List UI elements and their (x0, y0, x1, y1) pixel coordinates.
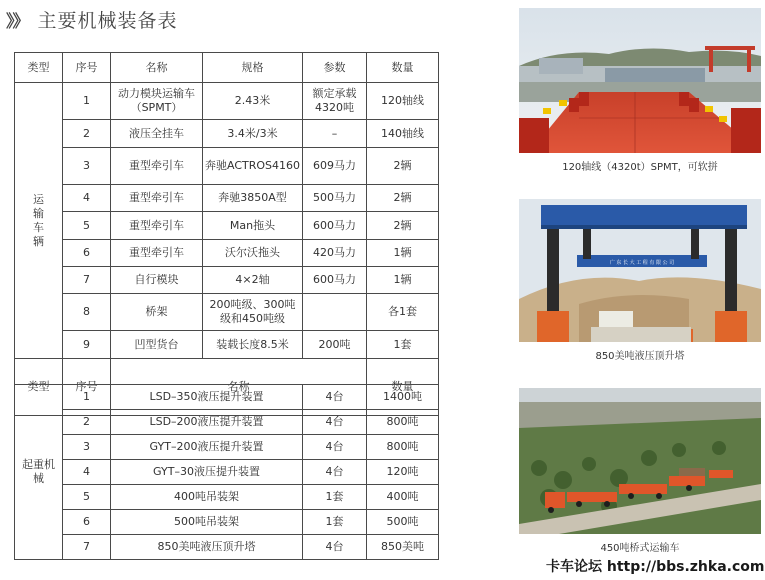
spmt-photo-image (519, 8, 761, 153)
page-title-text: 主要机械装备表 (37, 9, 178, 32)
photo-spmt (519, 8, 761, 173)
cell-name: 自行模块 (111, 267, 203, 294)
photo-caption: 120轴线（4320t）SPMT，可软拼 (562, 162, 718, 173)
photo-caption: 450吨桥式运输车 (600, 543, 680, 554)
cell-qty: 1辆 (367, 240, 439, 267)
cell-spec: 奔驰ACTROS4160 (203, 148, 303, 185)
cell-qty: 4台 (303, 535, 367, 560)
table-row (15, 331, 439, 359)
cell-spec: 2.43米 (203, 83, 303, 120)
table-row (15, 435, 439, 460)
cell-spec: 装载长度8.5米 (203, 331, 303, 359)
cell-name: 液压全挂车 (111, 120, 203, 148)
bridge-transporter-illustration (519, 388, 761, 534)
cell-name: GYT–200液压提升装置 (111, 435, 303, 460)
cell-total: 850美吨 (367, 535, 439, 560)
cell-qty: 2辆 (367, 148, 439, 185)
header-no: 序号 (63, 359, 111, 416)
cell-qty: 2辆 (367, 185, 439, 212)
forum-watermark: 卡车论坛 http://bbs.zhka.com (546, 559, 765, 575)
jacking-tower-photo-image (519, 199, 761, 342)
cell-no: 3 (63, 148, 111, 185)
cell-param: 600马力 (303, 267, 367, 294)
photo-caption: 850美吨液压顶升塔 (595, 351, 685, 362)
cell-param: 609马力 (303, 148, 367, 185)
cell-name: 400吨吊装架 (111, 485, 303, 510)
cell-no: 7 (63, 535, 111, 560)
cell-spec: 沃尔沃拖头 (203, 240, 303, 267)
table-row (15, 460, 439, 485)
cell-qty: 各1套 (367, 294, 439, 331)
jacking-tower-illustration (519, 199, 761, 342)
cell-no: 6 (63, 240, 111, 267)
cell-spec: Man拖头 (203, 212, 303, 240)
cell-param: 420马力 (303, 240, 367, 267)
cell-name: 重型牵引车 (111, 212, 203, 240)
cell-name: 动力模块运输车（SPMT） (111, 83, 203, 120)
cell-spec: 3.4米/3米 (203, 120, 303, 148)
cell-param: 600马力 (303, 212, 367, 240)
header-param: 参数 (303, 53, 367, 83)
cell-name: 500吨吊装架 (111, 510, 303, 535)
cell-qty: 1套 (303, 485, 367, 510)
svg-text:广 东 长 大 工 程 有 限 公 司: 广 东 长 大 工 程 有 限 公 司 (609, 260, 675, 266)
page-title (6, 6, 178, 32)
table-row (15, 410, 439, 435)
transport-category: 运 输 车 辆 (15, 83, 63, 359)
table-row (15, 185, 439, 212)
cell-no: 1 (63, 83, 111, 120)
lifting-table (14, 384, 439, 560)
equipment-table (14, 52, 439, 416)
transport-header-row (15, 53, 439, 83)
cell-total: 1400吨 (367, 385, 439, 410)
photo-jacking-tower (519, 199, 761, 362)
header-name: 名称 (111, 53, 203, 83)
table-row (15, 120, 439, 148)
cell-qty: 1套 (303, 510, 367, 535)
cell-name: 重型牵引车 (111, 148, 203, 185)
cell-name: 850美吨液压顶升塔 (111, 535, 303, 560)
cell-no: 5 (63, 212, 111, 240)
table-row (15, 267, 439, 294)
cell-param: 额定承载4320吨 (303, 83, 367, 120)
table-row (15, 294, 439, 331)
cell-param (303, 294, 367, 331)
cell-qty: 2辆 (367, 212, 439, 240)
cell-qty: 1套 (367, 331, 439, 359)
cell-qty: 4台 (303, 435, 367, 460)
spmt-illustration (519, 8, 761, 153)
cell-total: 500吨 (367, 510, 439, 535)
cell-qty: 4台 (303, 460, 367, 485)
cell-spec: 200吨级、300吨级和450吨级 (203, 294, 303, 331)
cell-spec: 奔驰3850A型 (203, 185, 303, 212)
cell-no: 8 (63, 294, 111, 331)
photo-bridge-transporter (519, 388, 761, 554)
cell-qty: 1辆 (367, 267, 439, 294)
cell-name: 凹型货台 (111, 331, 203, 359)
header-type: 类型 (15, 53, 63, 83)
cell-name: 桥架 (111, 294, 203, 331)
cell-no: 2 (63, 410, 111, 435)
cell-no: 4 (63, 460, 111, 485)
cell-param: 200吨 (303, 331, 367, 359)
cell-qty: 4台 (303, 410, 367, 435)
double-chevron-icon: 》》 (6, 11, 28, 32)
header-spec: 规格 (203, 53, 303, 83)
table-row (15, 385, 439, 410)
cell-name: LSD–200液压提升装置 (111, 410, 303, 435)
cell-total: 400吨 (367, 485, 439, 510)
table-row (15, 485, 439, 510)
table-row (15, 83, 439, 120)
cell-qty: 140轴线 (367, 120, 439, 148)
cell-no: 6 (63, 510, 111, 535)
table-row (15, 535, 439, 560)
cell-no: 5 (63, 485, 111, 510)
cell-total: 800吨 (367, 435, 439, 460)
cell-no: 4 (63, 185, 111, 212)
cell-param: 500马力 (303, 185, 367, 212)
cell-name: LSD–350液压提升装置 (111, 385, 303, 410)
header-qty: 数量 (367, 53, 439, 83)
header-type: 类型 (15, 359, 63, 416)
cell-no: 9 (63, 331, 111, 359)
table-row (15, 212, 439, 240)
cell-qty: 4台 (303, 385, 367, 410)
cell-qty: 120轴线 (367, 83, 439, 120)
cell-name: 重型牵引车 (111, 185, 203, 212)
table-row (15, 240, 439, 267)
cell-param: – (303, 120, 367, 148)
bridge-transporter-photo-image (519, 388, 761, 534)
table-row (15, 148, 439, 185)
cell-total: 800吨 (367, 410, 439, 435)
cell-name: 重型牵引车 (111, 240, 203, 267)
cell-no: 1 (63, 385, 111, 410)
header-no: 序号 (63, 53, 111, 83)
cell-no: 3 (63, 435, 111, 460)
cell-no: 7 (63, 267, 111, 294)
table-row (15, 510, 439, 535)
header-qty: 数量 (367, 359, 439, 416)
cell-total: 120吨 (367, 460, 439, 485)
cell-no: 2 (63, 120, 111, 148)
header-name: 名称 (111, 359, 367, 416)
cell-spec: 4×2轴 (203, 267, 303, 294)
lifting-category: 起重机械 (15, 385, 63, 560)
cell-name: GYT–30液压提升装置 (111, 460, 303, 485)
